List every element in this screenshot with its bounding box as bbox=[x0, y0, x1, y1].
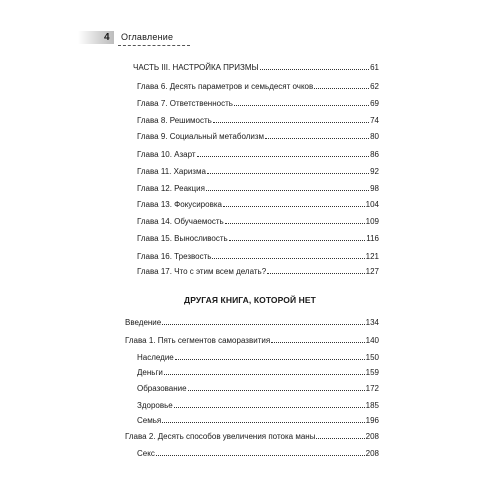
toc-entry[interactable] bbox=[137, 115, 379, 126]
leader-dots bbox=[314, 81, 369, 89]
toc-entry-title: Глава 16. Трезвость bbox=[137, 252, 212, 261]
toc-entry-page: 196 bbox=[365, 416, 379, 425]
toc-entry-page: 109 bbox=[365, 217, 379, 226]
toc-entry[interactable] bbox=[137, 81, 379, 92]
header-dashed-rule bbox=[118, 45, 190, 46]
toc-entry[interactable] bbox=[137, 98, 379, 109]
toc-entry-page: 208 bbox=[365, 449, 379, 458]
toc-entry-page: 74 bbox=[370, 116, 379, 125]
header-title: Оглавление bbox=[121, 32, 174, 42]
leader-dots bbox=[207, 166, 369, 174]
toc-subentry[interactable] bbox=[137, 415, 379, 426]
toc-entry[interactable] bbox=[137, 233, 379, 244]
toc-entry-title: Глава 14. Обучаемость bbox=[137, 217, 224, 226]
toc-entry-title: Глава 12. Реакция bbox=[137, 184, 205, 193]
leader-dots bbox=[271, 335, 364, 343]
toc-subentry[interactable] bbox=[137, 400, 379, 411]
toc-entry[interactable] bbox=[137, 183, 379, 194]
leader-dots bbox=[164, 367, 365, 375]
toc-entry[interactable] bbox=[137, 251, 379, 262]
leader-dots bbox=[265, 131, 369, 139]
toc-entry[interactable] bbox=[137, 131, 379, 142]
leader-dots bbox=[213, 115, 369, 123]
toc-entry-title: Глава 6. Десять параметров и семьдесят очков bbox=[137, 82, 314, 91]
leader-dots bbox=[162, 415, 364, 423]
toc-subentry[interactable] bbox=[137, 367, 379, 378]
leader-dots bbox=[212, 251, 364, 259]
toc-entry-page: 92 bbox=[370, 167, 379, 176]
toc-entry[interactable] bbox=[137, 149, 379, 160]
toc-entry-title: Секс bbox=[137, 449, 155, 458]
toc-entry-page: 104 bbox=[365, 200, 379, 209]
toc-entry[interactable] bbox=[137, 166, 379, 177]
toc-entry[interactable] bbox=[137, 199, 379, 210]
toc-entry[interactable] bbox=[125, 317, 379, 328]
toc-entry[interactable] bbox=[125, 431, 379, 442]
toc-entry-title: Глава 1. Пять сегментов саморазвития bbox=[125, 336, 271, 345]
toc-entry-title: Глава 13. Фокусировка bbox=[137, 200, 222, 209]
leader-dots bbox=[188, 383, 365, 391]
toc-entry-page: 208 bbox=[365, 432, 379, 441]
toc-entry-page: 121 bbox=[365, 252, 379, 261]
leader-dots bbox=[316, 431, 364, 439]
leader-dots bbox=[175, 352, 365, 360]
toc-entry-title: Деньги bbox=[137, 368, 163, 377]
toc-entry-title: Глава 11. Харизма bbox=[137, 167, 206, 176]
toc-entry[interactable] bbox=[137, 266, 379, 277]
toc-entry-title: Глава 7. Ответственность bbox=[137, 99, 233, 108]
toc-entry-page: 150 bbox=[365, 353, 379, 362]
leader-dots bbox=[260, 62, 370, 70]
running-header bbox=[78, 31, 190, 44]
toc-entry-page: 159 bbox=[365, 368, 379, 377]
toc-subentry[interactable] bbox=[137, 383, 379, 394]
toc-entry-page: 134 bbox=[365, 318, 379, 327]
toc-entry-page: 172 bbox=[365, 384, 379, 393]
leader-dots bbox=[229, 233, 366, 241]
toc-entry-page: 80 bbox=[370, 132, 379, 141]
toc-subentry[interactable] bbox=[137, 352, 379, 363]
toc-entry-page: 140 bbox=[365, 336, 379, 345]
toc-entry-title: Здоровье bbox=[137, 401, 173, 410]
header-page-number: 4 bbox=[104, 32, 110, 43]
leader-dots bbox=[156, 448, 365, 456]
toc-entry-page: 98 bbox=[370, 184, 379, 193]
leader-dots bbox=[223, 199, 365, 207]
toc-entry-title: Наследие bbox=[137, 353, 174, 362]
toc-entry-page: 116 bbox=[366, 234, 379, 243]
toc-entry-title: Введение bbox=[125, 318, 162, 327]
toc-entry-title: Глава 10. Азарт bbox=[137, 150, 196, 159]
leader-dots bbox=[162, 317, 364, 325]
toc-entry-title: Образование bbox=[137, 384, 187, 393]
toc-subentry[interactable] bbox=[137, 448, 379, 459]
toc-entry[interactable] bbox=[137, 216, 379, 227]
toc-entry-page: 62 bbox=[370, 82, 379, 91]
section-title: ДРУГАЯ КНИГА, КОТОРОЙ НЕТ bbox=[184, 295, 316, 305]
toc-entry-page: 185 bbox=[365, 401, 379, 410]
toc-entry-title: Семья bbox=[137, 416, 162, 425]
toc-entry-page: 69 bbox=[370, 99, 379, 108]
toc-entry-page: 61 bbox=[370, 63, 379, 72]
leader-dots bbox=[234, 98, 369, 106]
toc-entry-title: Глава 17. Что с этим всем делать? bbox=[137, 267, 267, 276]
toc-entry-part-3[interactable] bbox=[133, 62, 379, 73]
leader-dots bbox=[206, 183, 369, 191]
toc-entry-title: ЧАСТЬ III. НАСТРОЙКА ПРИЗМЫ bbox=[133, 63, 259, 72]
toc-entry-page: 127 bbox=[365, 267, 379, 276]
leader-dots bbox=[225, 216, 365, 224]
toc-entry-page: 86 bbox=[370, 150, 379, 159]
leader-dots bbox=[197, 149, 370, 157]
toc-entry-title: Глава 8. Решимость bbox=[137, 116, 212, 125]
leader-dots bbox=[267, 266, 364, 274]
toc-entry-title: Глава 2. Десять способов увеличения потока маны bbox=[125, 432, 316, 441]
leader-dots bbox=[174, 400, 365, 408]
toc-entry-title: Глава 9. Социальный метаболизм bbox=[137, 132, 265, 141]
toc-entry[interactable] bbox=[125, 335, 379, 346]
toc-entry-title: Глава 15. Выносливость bbox=[137, 234, 228, 243]
